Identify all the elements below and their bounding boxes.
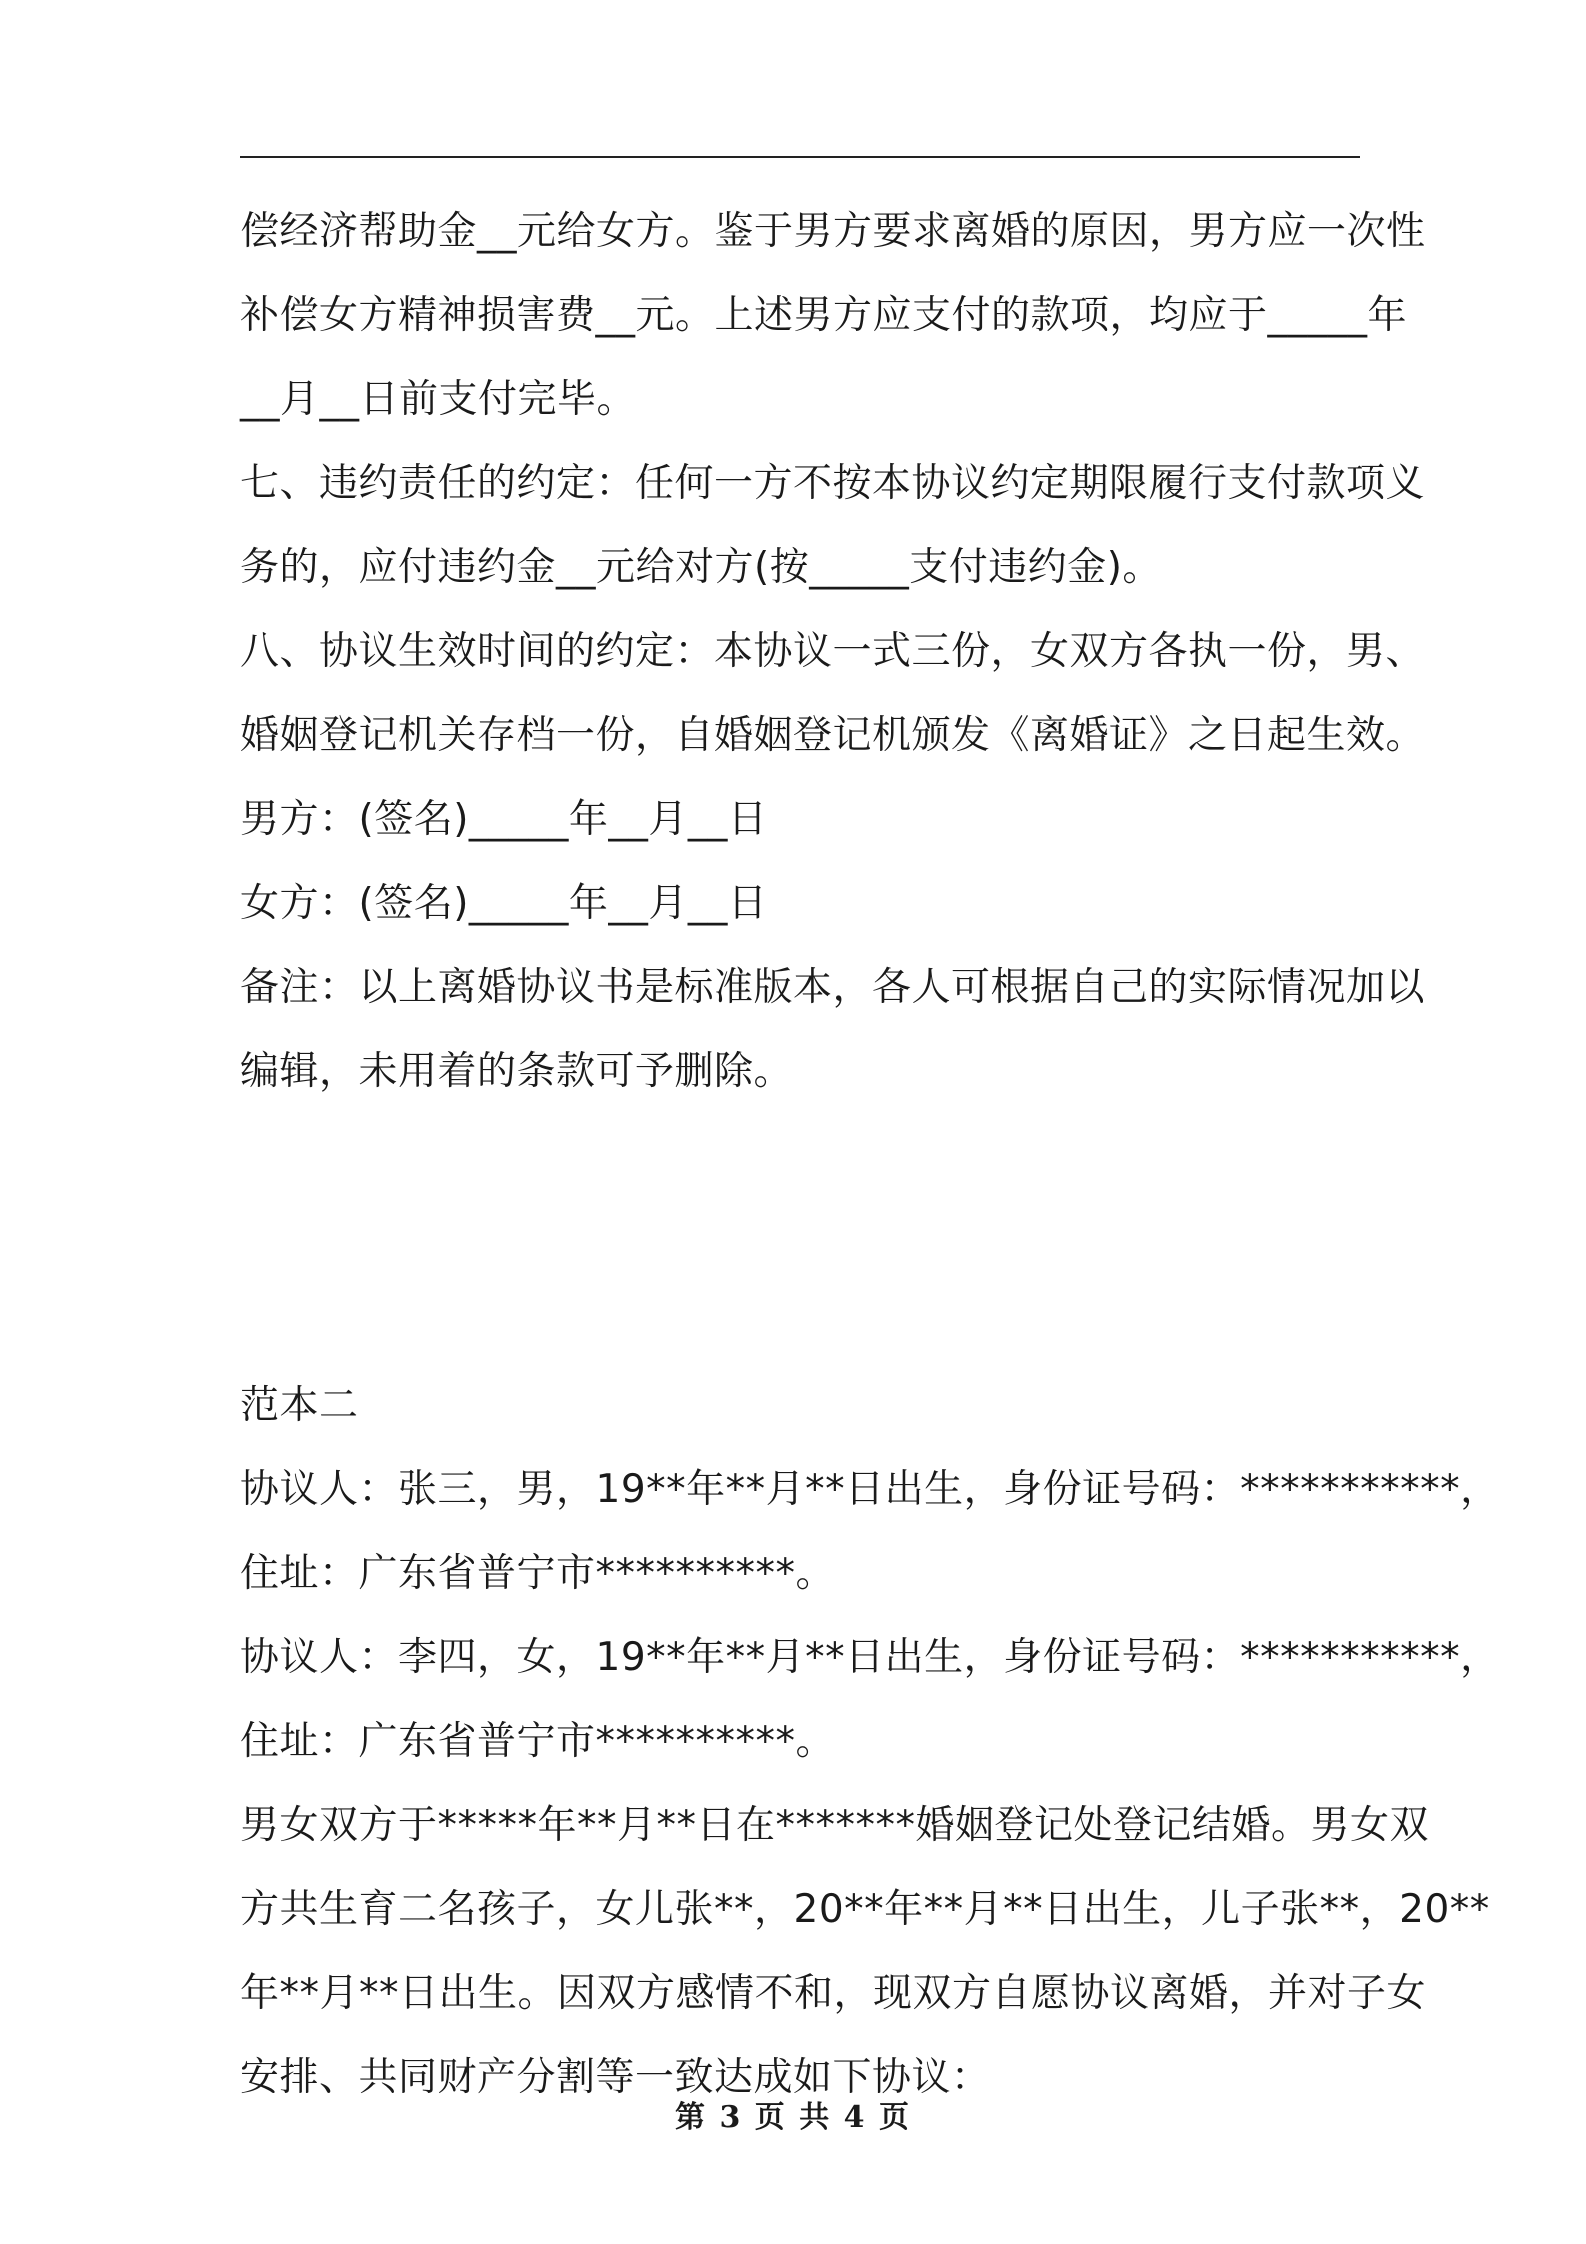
party-1-address-line: 住址：广东省普宁市**********。: [240, 1551, 836, 1596]
text-line: 编辑，未用着的条款可予删除。: [240, 1049, 794, 1094]
remark-line: 备注：以上离婚协议书是标准版本，各人可根据自己的实际情况加以: [240, 965, 1426, 1010]
text-line: 偿经济帮助金__元给女方。鉴于男方要求离婚的原因，男方应一次性: [240, 209, 1426, 254]
text-line: 补偿女方精神损害费__元。上述男方应支付的款项，均应于_____年: [240, 293, 1408, 338]
section-gap: [240, 1114, 1365, 1364]
header-rule: [240, 156, 1360, 158]
clause-7-heading-line: 七、违约责任的约定：任何一方不按本协议约定期限履行支付款项义: [240, 461, 1426, 506]
template-2-heading: 范本二: [240, 1383, 359, 1428]
text-line: 男女双方于*****年**月**日在*******婚姻登记处登记结婚。男女双: [240, 1803, 1430, 1848]
text-line: 安排、共同财产分割等一致达成如下协议：: [240, 2055, 991, 2100]
text-line: 方共生育二名孩子，女儿张**，20**年**月**日出生，儿子张**，20**: [240, 1887, 1490, 1932]
page-number-footer: 第 3 页 共 4 页: [675, 2100, 911, 2135]
male-signature-line: 男方：(签名)_____年__月__日: [240, 797, 768, 842]
document-body: [240, 190, 1500, 2120]
text-line: 婚姻登记机关存档一份，自婚姻登记机颁发《离婚证》之日起生效。: [240, 713, 1426, 758]
text-line: __月__日前支付完毕。: [240, 377, 637, 422]
text-line: 务的，应付违约金__元给对方(按_____支付违约金)。: [240, 545, 1162, 590]
party-2-address-line: 住址：广东省普宁市**********。: [240, 1719, 836, 1764]
female-signature-line: 女方：(签名)_____年__月__日: [240, 881, 768, 926]
party-1-line: 协议人：张三，男，19**年**月**日出生，身份证号码：***********，: [240, 1467, 1500, 1512]
party-2-line: 协议人：李四，女，19**年**月**日出生，身份证号码：***********，: [240, 1635, 1500, 1680]
text-line: 年**月**日出生。因双方感情不和，现双方自愿协议离婚，并对子女: [240, 1971, 1427, 2016]
clause-8-heading-line: 八、协议生效时间的约定：本协议一式三份，女双方各执一份，男、: [240, 629, 1426, 674]
